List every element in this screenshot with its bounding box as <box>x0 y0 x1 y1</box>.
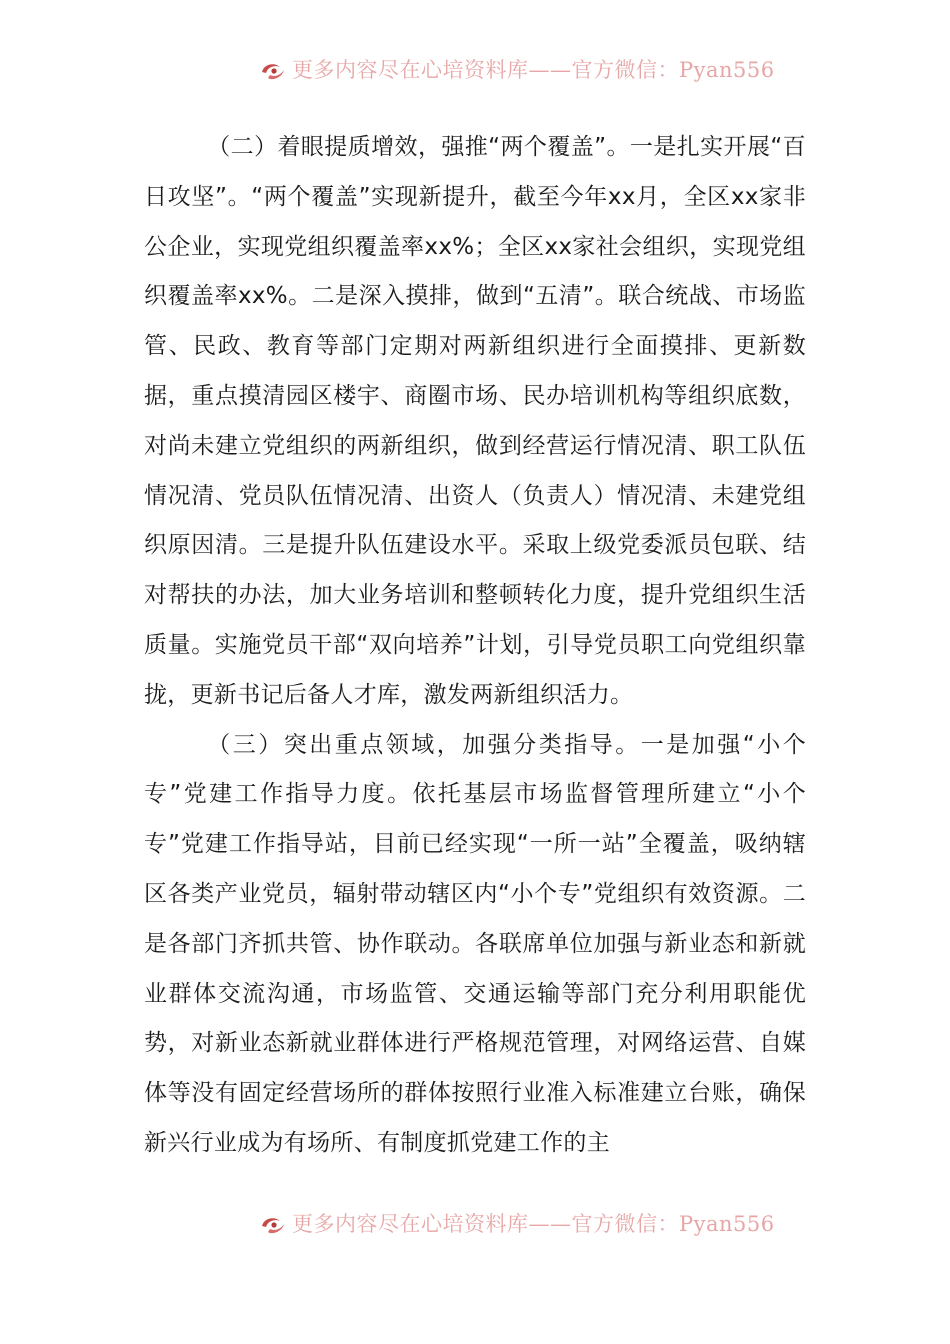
watermark-logo-icon <box>258 58 288 82</box>
watermark-text: 更多内容尽在心培资料库——官方微信：Pyan556 <box>292 1212 775 1236</box>
document-body <box>144 123 806 1169</box>
watermark-header <box>0 52 950 82</box>
paragraph-section-3: （三）突出重点领域，加强分类指导。一是加强“小个专”党建工作指导力度。依托基层市场监督管理所建立“小个专”党建工作指导站，目前已经实现“一所一站”全覆盖，吸纳辖区各类产业党员，辐射带动辖区内“小个专”党组织有效资源。二是各部门齐抓共管、协作联动。各联席单位加强与新业态和新就业群体交流沟通，市场监管、交通运输等部门充分利用职能优势，对新业态新就业群体进行严格规范管理，对网络运营、自媒体等没有固定经营场所的群体按照行业准入标准建立台账，确保新兴行业成为有场所、有制度抓党建工作的主 <box>144 731 806 1156</box>
watermark-logo-icon <box>258 1212 288 1236</box>
watermark-text: 更多内容尽在心培资料库——官方微信：Pyan556 <box>292 58 775 82</box>
watermark-footer <box>0 1206 950 1236</box>
paragraph-section-2: （二）着眼提质增效，强推“两个覆盖”。一是扎实开展“百日攻坚”。“两个覆盖”实现新提升，截至今年xx月，全区xx家非公企业，实现党组织覆盖率xx%；全区xx家社会组织，实现党组织覆盖率xx%。二是深入摸排，做到“五清”。联合统战、市场监管、民政、教育等部门定期对两新组织进行全面摸排、更新数据，重点摸清园区楼宇、商圈市场、民办培训机构等组织底数，对尚未建立党组织的两新组织，做到经营运行情况清、职工队伍情况清、党员队伍情况清、出资人（负责人）情况清、未建党组织原因清。三是提升队伍建设水平。采取上级党委派员包联、结对帮扶的办法，加大业务培训和整顿转化力度，提升党组织生活质量。实施党员干部“双向培养”计划，引导党员职工向党组织靠拢，更新书记后备人才库，激发两新组织活力。 <box>144 134 806 708</box>
